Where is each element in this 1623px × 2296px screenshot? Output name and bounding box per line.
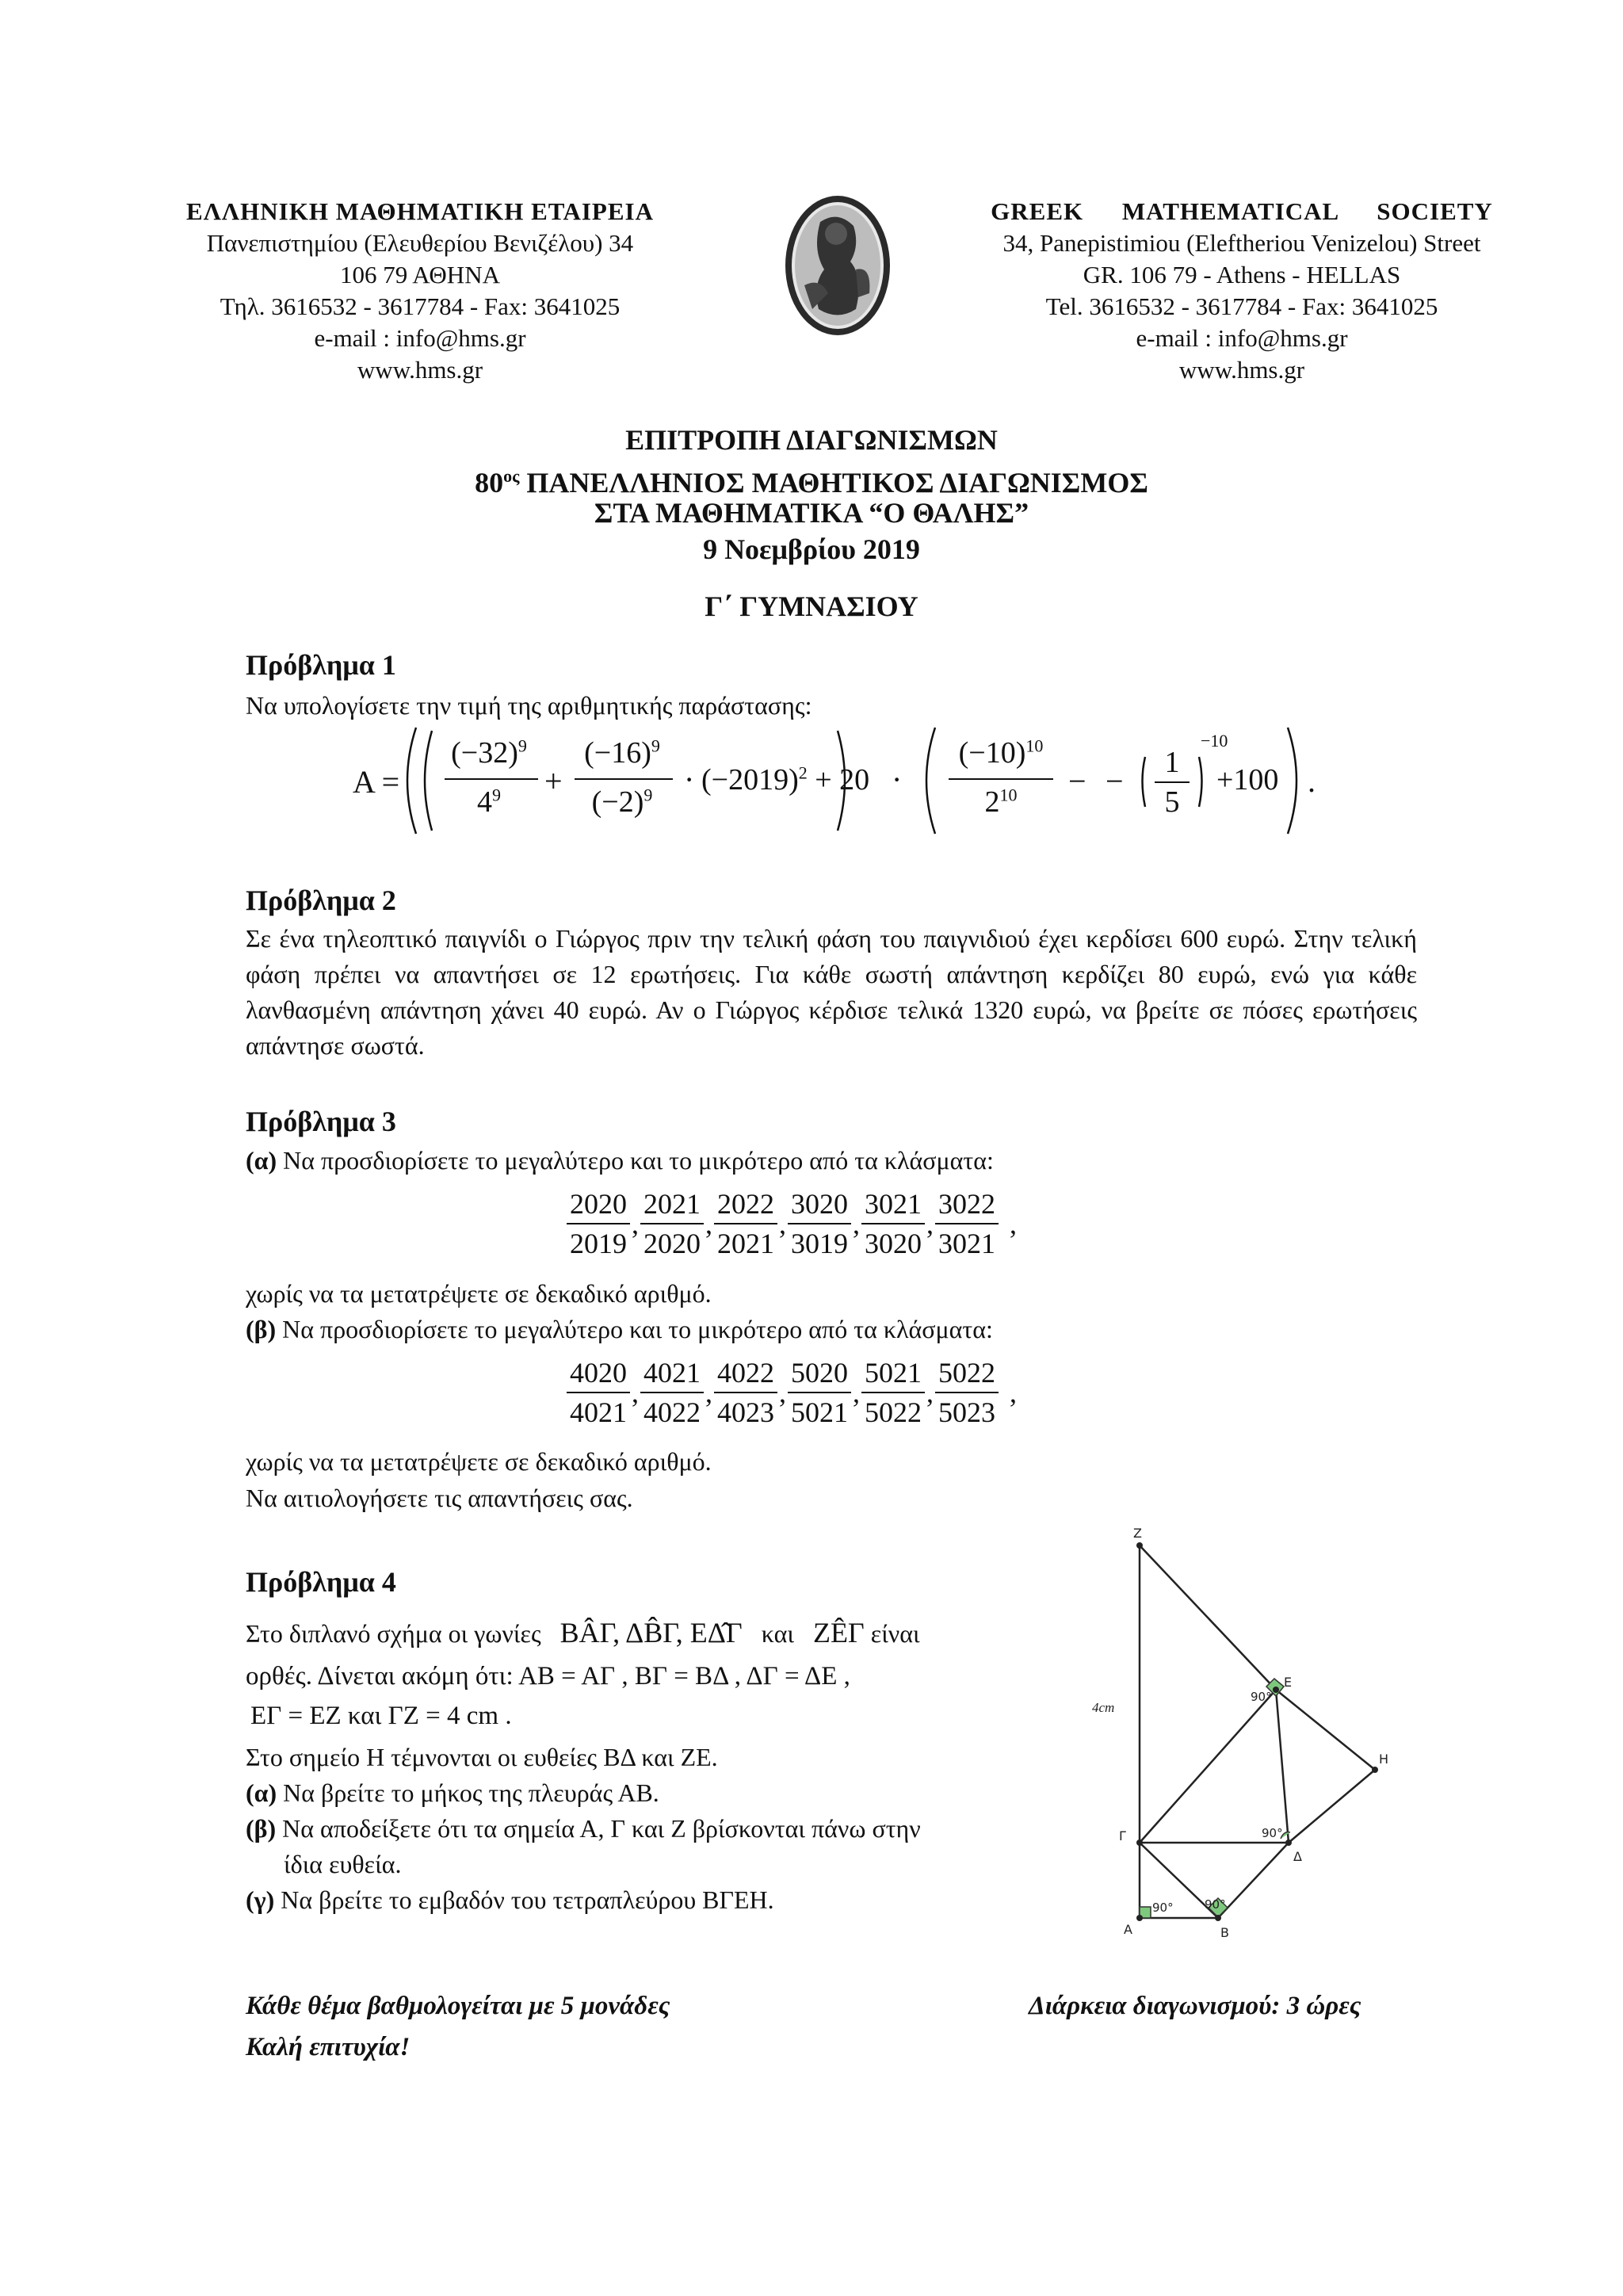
duration-note: Διάρκεια διαγωνισμού: 3 ώρες — [1029, 1992, 1361, 2020]
fraction-denominator: 3019 — [791, 1228, 848, 1259]
problem-4-title: Πρόβλημα 4 — [246, 1566, 396, 1598]
address-en: 34, Panepistimiou (Eleftheriou Venizelou) Street — [1002, 229, 1481, 257]
problem-3b-fractions — [567, 1354, 1018, 1431]
angle-label-a: 90° — [1152, 1901, 1174, 1915]
fraction-numerator: 2022 — [714, 1185, 777, 1224]
problem3.a_fracs-fraction — [935, 1185, 999, 1263]
problem-4a: (α) Να βρείτε το μήκος της πλευράς ΑΒ. — [246, 1778, 659, 1807]
expr-minus: − — [1068, 763, 1086, 799]
city-gr: 106 79 ΑΘΗΝΑ — [340, 261, 500, 288]
fraction-denominator: 4023 — [717, 1396, 774, 1428]
problem3.b_fracs-fraction — [567, 1354, 630, 1431]
expr-t5-exp: −10 — [1201, 731, 1228, 751]
problem3.b_fracs-fraction — [714, 1354, 777, 1431]
right-angles-list: ΒÂΓ, ΔB̂Γ, ΕΔ̂Γ — [559, 1617, 743, 1648]
contest-name: ΠΑΝΕΛΛΗΝΙΟΣ ΜΑΘΗΤΙΚΟΣ ΔΙΑΓΩΝΙΣΜΟΣ — [526, 467, 1148, 499]
problem3.a_fracs-fraction — [567, 1185, 630, 1263]
point-e-label: E — [1284, 1675, 1293, 1690]
fraction-denominator: 5022 — [865, 1396, 922, 1428]
problem-1-title: Πρόβλημα 1 — [246, 649, 396, 681]
header-left — [135, 196, 705, 386]
problem-3b-after: χωρίς να τα μετατρέψετε σε δεκαδικό αριθμό. — [246, 1447, 712, 1476]
fraction-denominator: 3021 — [938, 1228, 995, 1259]
problem-3a-text: Να προσδιορίσετε το μεγαλύτερο και το μικρότερο από τα κλάσματα: — [283, 1146, 994, 1175]
expr-lhs: Α = — [353, 764, 400, 800]
fraction-numerator: 3020 — [788, 1185, 851, 1224]
expr-t4-bar — [949, 778, 1053, 780]
email-gr: e-mail : info@hms.gr — [314, 324, 526, 352]
phone-gr: Τηλ. 3616532 - 3617784 - Fax: 3641025 — [220, 292, 621, 320]
expr-t3: $(-2019)^2 + 20$ — [701, 762, 870, 797]
contest-subtitle: ΣΤΑ ΜΑΘΗΜΑΤΙΚΑ “Ο ΘΑΛΗΣ” — [594, 497, 1029, 529]
fraction-numerator: 4022 — [714, 1354, 777, 1393]
fraction-denominator: 2020 — [643, 1228, 701, 1259]
problem3.a_fracs-fraction — [714, 1185, 777, 1263]
fraction-denominator: 3020 — [865, 1228, 922, 1259]
expr-plus-1: + — [544, 763, 563, 799]
society-seal-logo — [781, 190, 896, 341]
geometry-figure — [1086, 1522, 1403, 1950]
good-luck-note: Καλή επιτυχία! — [246, 2033, 411, 2061]
fraction-denominator: 2019 — [570, 1228, 627, 1259]
fraction-denominator: 5021 — [791, 1396, 848, 1428]
problem-4-line2: ορθές. Δίνεται ακόμη ότι: ΑΒ = ΑΓ , ΒΓ = ΒΔ , ΔΓ = ΔΕ , — [246, 1662, 850, 1690]
fraction-separator: , — [1010, 1377, 1017, 1408]
point-b-label: B — [1220, 1925, 1229, 1940]
email-en: e-mail : info@hms.gr — [1136, 324, 1348, 352]
problem-2-title: Πρόβλημα 2 — [246, 884, 396, 916]
fraction-separator: , — [926, 1377, 934, 1408]
contest-number: 80 — [475, 467, 504, 499]
fraction-numerator: 4021 — [640, 1354, 704, 1393]
problem-3b-text: Να προσδιορίσετε το μεγαλύτερο και το μικρότερο από τα κλάσματα: — [282, 1315, 993, 1343]
problem3.b_fracs-fraction — [640, 1354, 704, 1431]
fraction-separator: , — [853, 1208, 860, 1240]
expr-t1-num: $(-32)^9$ — [451, 735, 527, 770]
fraction-separator: , — [632, 1208, 639, 1240]
problem-3b-line — [246, 1312, 993, 1347]
fraction-separator: , — [779, 1208, 786, 1240]
problem3.b_fracs-fraction — [788, 1354, 851, 1431]
committee-heading: ΕΠΙΤΡΟΠΗ ΔΙΑΓΩΝΙΣΜΩΝ — [625, 424, 998, 456]
fraction-numerator: 2021 — [640, 1185, 704, 1224]
angle-zeg: ΖÊΓ — [812, 1617, 865, 1648]
fraction-denominator: 4021 — [570, 1396, 627, 1428]
point-z-label: Z — [1133, 1526, 1142, 1541]
angle-label-b: 90° — [1205, 1897, 1226, 1912]
expr-dot-1: · — [684, 762, 695, 797]
problem-1-expression — [353, 721, 1335, 840]
problem-3-title: Πρόβλημα 3 — [246, 1106, 396, 1137]
fraction-separator: , — [705, 1208, 712, 1240]
fraction-numerator: 5022 — [935, 1354, 999, 1393]
fraction-numerator: 5020 — [788, 1354, 851, 1393]
angle-label-e: 90° — [1251, 1690, 1272, 1704]
problem3.b_fracs-fraction — [935, 1354, 999, 1431]
problem-3a-fractions — [567, 1185, 1018, 1263]
problem-4-line3: ΕΓ = ΕΖ και ΓΖ = 4 cm . — [250, 1702, 512, 1730]
expr-period: . — [1308, 763, 1316, 799]
header-right — [968, 196, 1515, 386]
fraction-separator: , — [705, 1377, 712, 1408]
fraction-denominator: 4022 — [643, 1396, 701, 1428]
problem3.b_fracs-fraction — [861, 1354, 925, 1431]
grading-note: Κάθε θέμα βαθμολογείται με 5 μονάδες — [246, 1992, 670, 2020]
problem-3b-label: (β) — [246, 1315, 277, 1343]
fraction-numerator: 5021 — [861, 1354, 925, 1393]
fraction-numerator: 3022 — [935, 1185, 999, 1224]
expr-t4-den: $2^{10}$ — [984, 785, 1018, 819]
expr-inner-minus: − — [1106, 763, 1124, 799]
expr-t2-den: $(-2)^9$ — [591, 785, 653, 819]
phone-en: Tel. 3616532 - 3617784 - Fax: 3641025 — [1045, 292, 1438, 320]
fraction-separator: , — [779, 1377, 786, 1408]
problem-2-text: Σε ένα τηλεοπτικό παιγνίδι ο Γιώργος πριν την τελική φάση του παιγνιδιού έχει κερδίσει 600 ευρώ. Στην τελική φάση πρέπει να απαντήσει σε 12 ερωτήσεις. Για κάθε σωστή απάντηση κερδίζει 80 ευρώ, ενώ για κάθε λανθασμένη απάντηση χάνει 40 ευρώ. Αν ο Γιώργος κέρδισε τελικά 1320 ευρώ, να βρείτε σε πόσες ερωτήσεις απάντησε σωστά. — [246, 924, 1417, 1060]
expr-dot-2: · — [892, 762, 903, 797]
point-d-label: Δ — [1293, 1849, 1302, 1864]
expr-t2-bar — [575, 778, 673, 780]
problem-3a-after: χωρίς να τα μετατρέψετε σε δεκαδικό αριθμό. — [246, 1279, 712, 1308]
fraction-denominator: 2021 — [717, 1228, 774, 1259]
problem3.a_fracs-fraction — [640, 1185, 704, 1263]
website-gr: www.hms.gr — [357, 356, 483, 384]
fraction-numerator: 2020 — [567, 1185, 630, 1224]
expr-t1-bar — [445, 778, 538, 780]
fraction-numerator: 4020 — [567, 1354, 630, 1393]
fraction-separator: , — [1010, 1208, 1017, 1240]
problem3.a_fracs-fraction — [861, 1185, 925, 1263]
fraction-separator: , — [632, 1377, 639, 1408]
angle-label-d: 90° — [1262, 1826, 1283, 1840]
problem-3a-label: (α) — [246, 1146, 277, 1175]
website-en: www.hms.gr — [1178, 356, 1305, 384]
expr-t4-num: $(-10)^{10}$ — [958, 735, 1044, 770]
expr-t2-num: $(-16)^9$ — [584, 735, 660, 770]
expr-plus100: +100 — [1216, 763, 1279, 797]
problem-1-text: Να υπολογίσετε την τιμή της αριθμητικής παράστασης: — [246, 691, 812, 720]
address-gr: Πανεπιστημίου (Ελευθερίου Βενιζέλου) 34 — [206, 229, 634, 257]
fraction-separator: , — [853, 1377, 860, 1408]
expr-t5-num: 1 — [1164, 746, 1180, 779]
problem3.a_fracs-fraction — [788, 1185, 851, 1263]
contest-ordinal: ος — [503, 466, 520, 486]
problem-4-line4: Στο σημείο Η τέμνονται οι ευθείες ΒΔ και ΖΕ. — [246, 1743, 718, 1771]
expr-t5-den: 5 — [1164, 785, 1180, 819]
fraction-separator: , — [926, 1208, 934, 1240]
problem-3-justify: Να αιτιολογήσετε τις απαντήσεις σας. — [246, 1484, 633, 1512]
society-title-en: GREEK MATHEMATICAL SOCIETY — [991, 197, 1493, 225]
expr-t1-den: $4^9$ — [477, 785, 501, 819]
problem-4c: (γ) Να βρείτε το εμβαδόν του τετραπλεύρου ΒΓΕΗ. — [246, 1885, 774, 1914]
society-title-gr: ΕΛΛΗΝΙΚΗ ΜΑΘΗΜΑΤΙΚΗ ΕΤΑΙΡΕΙΑ — [186, 197, 654, 225]
grade-title: Γ΄ ΓΥΜΝΑΣΙΟΥ — [705, 590, 918, 622]
point-a-label: A — [1124, 1922, 1132, 1937]
length-label: 4cm — [1092, 1700, 1115, 1715]
point-g-label: Γ — [1119, 1828, 1126, 1843]
problem-4-line1: Στο διπλανό σχήμα οι γωνίες ΒÂΓ, ΔB̂Γ, ΕΔ̂Γ και ΖÊΓ είναι — [246, 1617, 920, 1648]
point-h-label: H — [1379, 1752, 1389, 1767]
problem-3a-line — [246, 1143, 994, 1179]
contest-date: 9 Νοεμβρίου 2019 — [703, 533, 920, 565]
fraction-denominator: 5023 — [938, 1396, 995, 1428]
city-en: GR. 106 79 - Athens - HELLAS — [1083, 261, 1401, 288]
fraction-numerator: 3021 — [861, 1185, 925, 1224]
expr-t5-bar — [1155, 781, 1190, 783]
problem-4b-cont: ίδια ευθεία. — [284, 1850, 402, 1878]
problem-4b: (β) Να αποδείξετε ότι τα σημεία Α, Γ και Ζ βρίσκονται πάνω στην — [246, 1814, 921, 1843]
